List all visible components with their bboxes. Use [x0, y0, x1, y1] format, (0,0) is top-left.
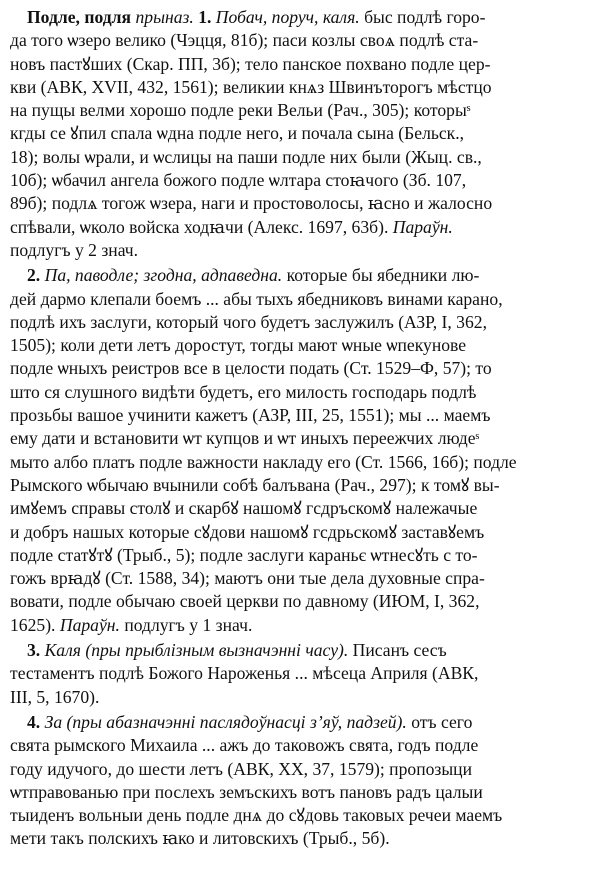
text-line: Рымского ѡбычаю вчынили собѣ балъвана (Рач., 297); к томꙋ вы-: [10, 474, 500, 495]
text-line: на пущы велми хорошо подле реки Вельи (Рач., 305); которыˢ: [10, 100, 471, 121]
text-line: [10, 216, 591, 239]
text-line: кгды се ꙋпил спала ѡдна подле него, и почала сына (Бельск.,: [10, 123, 465, 144]
text-line: што ся слушного видѣти будетъ, его милость господарь подлѣ: [10, 381, 477, 402]
cross-reference: подлугъ у 2 знач.: [10, 239, 139, 260]
text-line: кви (АВК, XVII, 432, 1561); великии кнѧз Швинъторогъ мѣстцо: [10, 76, 492, 97]
sense-definition: Каля (пры прыблізным вызначэнні часу).: [44, 640, 349, 661]
text-line: гожъ врꙗдꙋ (Ст. 1588, 34); маютъ они тые дела духовные спра-: [10, 568, 485, 589]
example-text: 1625).: [10, 614, 56, 635]
text-line: [10, 6, 591, 29]
entry-sense-2: [10, 264, 591, 637]
text-line: тестаментъ подлѣ Божого Нароженья ... мѣсеца Априля (АВК,: [10, 663, 479, 684]
example-text: Писанъ сесъ: [348, 640, 447, 661]
text-line: мети такъ полскихъ ꙗко и литовскихъ (Трыб., 5б).: [10, 828, 390, 849]
text-line: [10, 264, 591, 287]
cross-reference: подлугъ у 1 знач.: [124, 614, 253, 635]
text-line: новъ пастꙋших (Скар. ПП, 3б); тело панское похвано подле цер-: [10, 53, 491, 74]
example-text: которые бы ябедники лю-: [282, 265, 480, 286]
text-line: прозьбы вашое учинити кажетъ (АЗР, III, 25, 1551); мы ... маемъ: [10, 405, 491, 426]
sense-definition: Побач, поруч, каля.: [215, 7, 360, 27]
text-line: 10б); ѡбачил ангела божого подле ѡлтара стоꙗчого (Зб. 107,: [10, 170, 467, 191]
text-line: тыиденъ вольныи день подле днѧ до сꙋдовь таковых речеи маемъ: [10, 805, 503, 826]
headword: Подле, подля: [27, 7, 132, 27]
text-line: 1505); коли дети летъ доростут, тогды мают ѡные ѡпекунове: [10, 335, 467, 356]
entry-sense-1: [10, 6, 591, 262]
text-line: 89б); подлѧ тогож ѡзера, наги и простоволосы, ꙗсно и жалосно: [10, 193, 493, 214]
text-line: подлѣ ихъ заслуги, который чого будетъ заслужилъ (АЗР, I, 362,: [10, 311, 487, 332]
text-line: III, 5, 1670).: [10, 686, 100, 707]
text-line: ѡтправованью при послехъ земъскихъ вотъ пановъ радъ цалыи: [10, 781, 483, 802]
text-line: [10, 639, 591, 662]
text-line: подле статꙋтꙋ (Трыб., 5); подле заслуги караньє ѡтнесꙋть с то-: [10, 544, 478, 565]
sense-number: 3.: [27, 640, 41, 661]
compare-label: Параўн.: [59, 614, 120, 635]
sense-definition: Па, паводле; згодна, адпаведна.: [44, 265, 283, 286]
sense-number: 2.: [27, 265, 41, 286]
sense-number: 4.: [27, 711, 41, 732]
text-line: вовати, подле обычаю своей церкви по давному (ИЮМ, I, 362,: [10, 591, 480, 612]
text-line: подле ѡныхъ реистров все в целости подать (Ст. 1529–Ф, 57); то: [10, 358, 492, 379]
text-line: 18); волы ѡрали, и ѡслицы на паши подле них были (Жыц. св.,: [10, 146, 482, 167]
text-line: да того ѡзеро велико (Чэцця, 81б); паси козлы своѧ подлѣ ста-: [10, 30, 479, 51]
text-line: имꙋемъ справы столꙋ и скарбꙋ нашомꙋ гсдръскомꙋ належачые: [10, 498, 478, 519]
example-text: быс подлѣ горо-: [359, 7, 486, 27]
compare-label: Параўн.: [392, 216, 453, 237]
text-line: [10, 711, 591, 734]
text-line: мыто албо платъ подле важности накладу его (Ст. 1566, 16б); подле: [10, 451, 517, 472]
example-text: спѣвали, ѡколо войска ходꙗчи (Алекс. 1697, 63б).: [10, 216, 389, 237]
entry-sense-3: [10, 639, 591, 709]
text-line: ему дати и встановити ѡт купцов и ѡт иныхъ переежчих людеˢ: [10, 428, 480, 449]
text-line: году идучого, до шести летъ (АВК, XX, 37, 1579); пропозыци: [10, 758, 473, 779]
entry-sense-4: [10, 711, 591, 851]
part-of-speech: прыназ.: [135, 7, 194, 27]
sense-number: 1.: [198, 7, 212, 27]
text-line: [10, 614, 591, 637]
text-line: свята рымского Михаила ... ажъ до таковожъ свята, годъ подле: [10, 735, 479, 756]
example-text: отъ сего: [406, 711, 473, 732]
sense-definition: За (пры абазначэнні паслядоўнасці з’яў, падзей).: [44, 711, 407, 732]
text-line: и добръ нашых которые сꙋдови нашомꙋ гсдрьскомꙋ заставꙋемъ: [10, 521, 485, 542]
text-line: дей дармо клепали боемъ ... абы тыхъ ябедниковъ винами карано,: [10, 288, 503, 309]
